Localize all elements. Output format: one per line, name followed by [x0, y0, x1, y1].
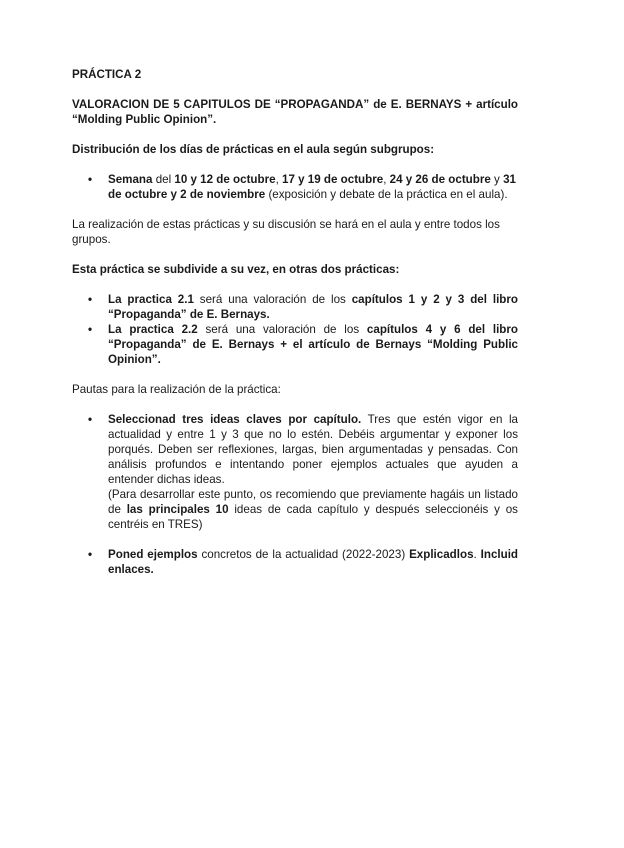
practice-2-1-item: • La practica 2.1 será una valoración de los capítulos 1 y 2 y 3 del libro “Propaganda” de E. Bernays.	[72, 292, 518, 322]
guideline-item-2: • Poned ejemplos concretos de la actualidad (2022-2023) Explicadlos. Incluid enlaces.	[72, 547, 518, 577]
schedule-date-1: 10 y 12 de octubre	[174, 173, 276, 186]
schedule-item: • Semana del 10 y 12 de octubre, 17 y 19 de octubre, 24 y 26 de octubre y 31 de octubre y 2 de noviembre (exposición y debate de la práctica en el aula).	[72, 172, 518, 202]
practice-title: PRÁCTICA 2	[72, 68, 142, 81]
schedule-date-4: 31 de octubre y 2 de noviembre	[108, 173, 516, 201]
schedule-date-2: 17 y 19 de octubre	[282, 173, 384, 186]
guideline-note: (Para desarrollar este punto, os recomiendo que previamente hagáis un listado de	[108, 488, 518, 516]
practices-list	[72, 292, 518, 367]
distribution-heading: Distribución de los días de prácticas en el aula según subgrupos:	[72, 143, 435, 156]
guidelines-heading: Pautas para la realización de la práctica:	[72, 383, 281, 396]
subdivide-heading: Esta práctica se subdivide a su vez, en otras dos prácticas:	[72, 263, 400, 276]
schedule-tail: (exposición y debate de la práctica en el aula).	[265, 188, 508, 201]
guideline-item-1: • Seleccionad tres ideas claves por capítulo. Tres que estén vigor en la actualidad y entre 1 y 3 que no lo estén. Debéis argumentar y exponer los porqués. Deben ser reflexiones, largas, bien argumentadas y pensadas. Con análisis profundos e intentando poner ejemplos actuales que ayuden a entender dichas ideas. (Para desarrollar este punto, os recomiendo que previamente hagáis un listado de las principales 10 ideas de cada capítulo y después seleccionéis y os centréis en TRES)	[72, 412, 518, 532]
schedule-date-3: 24 y 26 de octubre	[389, 173, 491, 186]
guidelines-list	[72, 412, 518, 577]
practice-2-2-item: • La practica 2.2 será una valoración de los capítulos 4 y 6 del libro “Propaganda” de E. Bernays + el artículo de Bernays “Molding Public Opinion”.	[72, 322, 518, 367]
practice-subtitle: VALORACION DE 5 CAPITULOS DE “PROPAGANDA” de E. BERNAYS + artículo “Molding Public Opinion”.	[72, 98, 518, 126]
realization-paragraph: La realización de estas prácticas y su discusión se hará en el aula y entre todos los grupos.	[72, 218, 500, 246]
schedule-label: Semana	[108, 173, 153, 186]
schedule-list	[72, 172, 518, 202]
document-body	[72, 67, 518, 577]
